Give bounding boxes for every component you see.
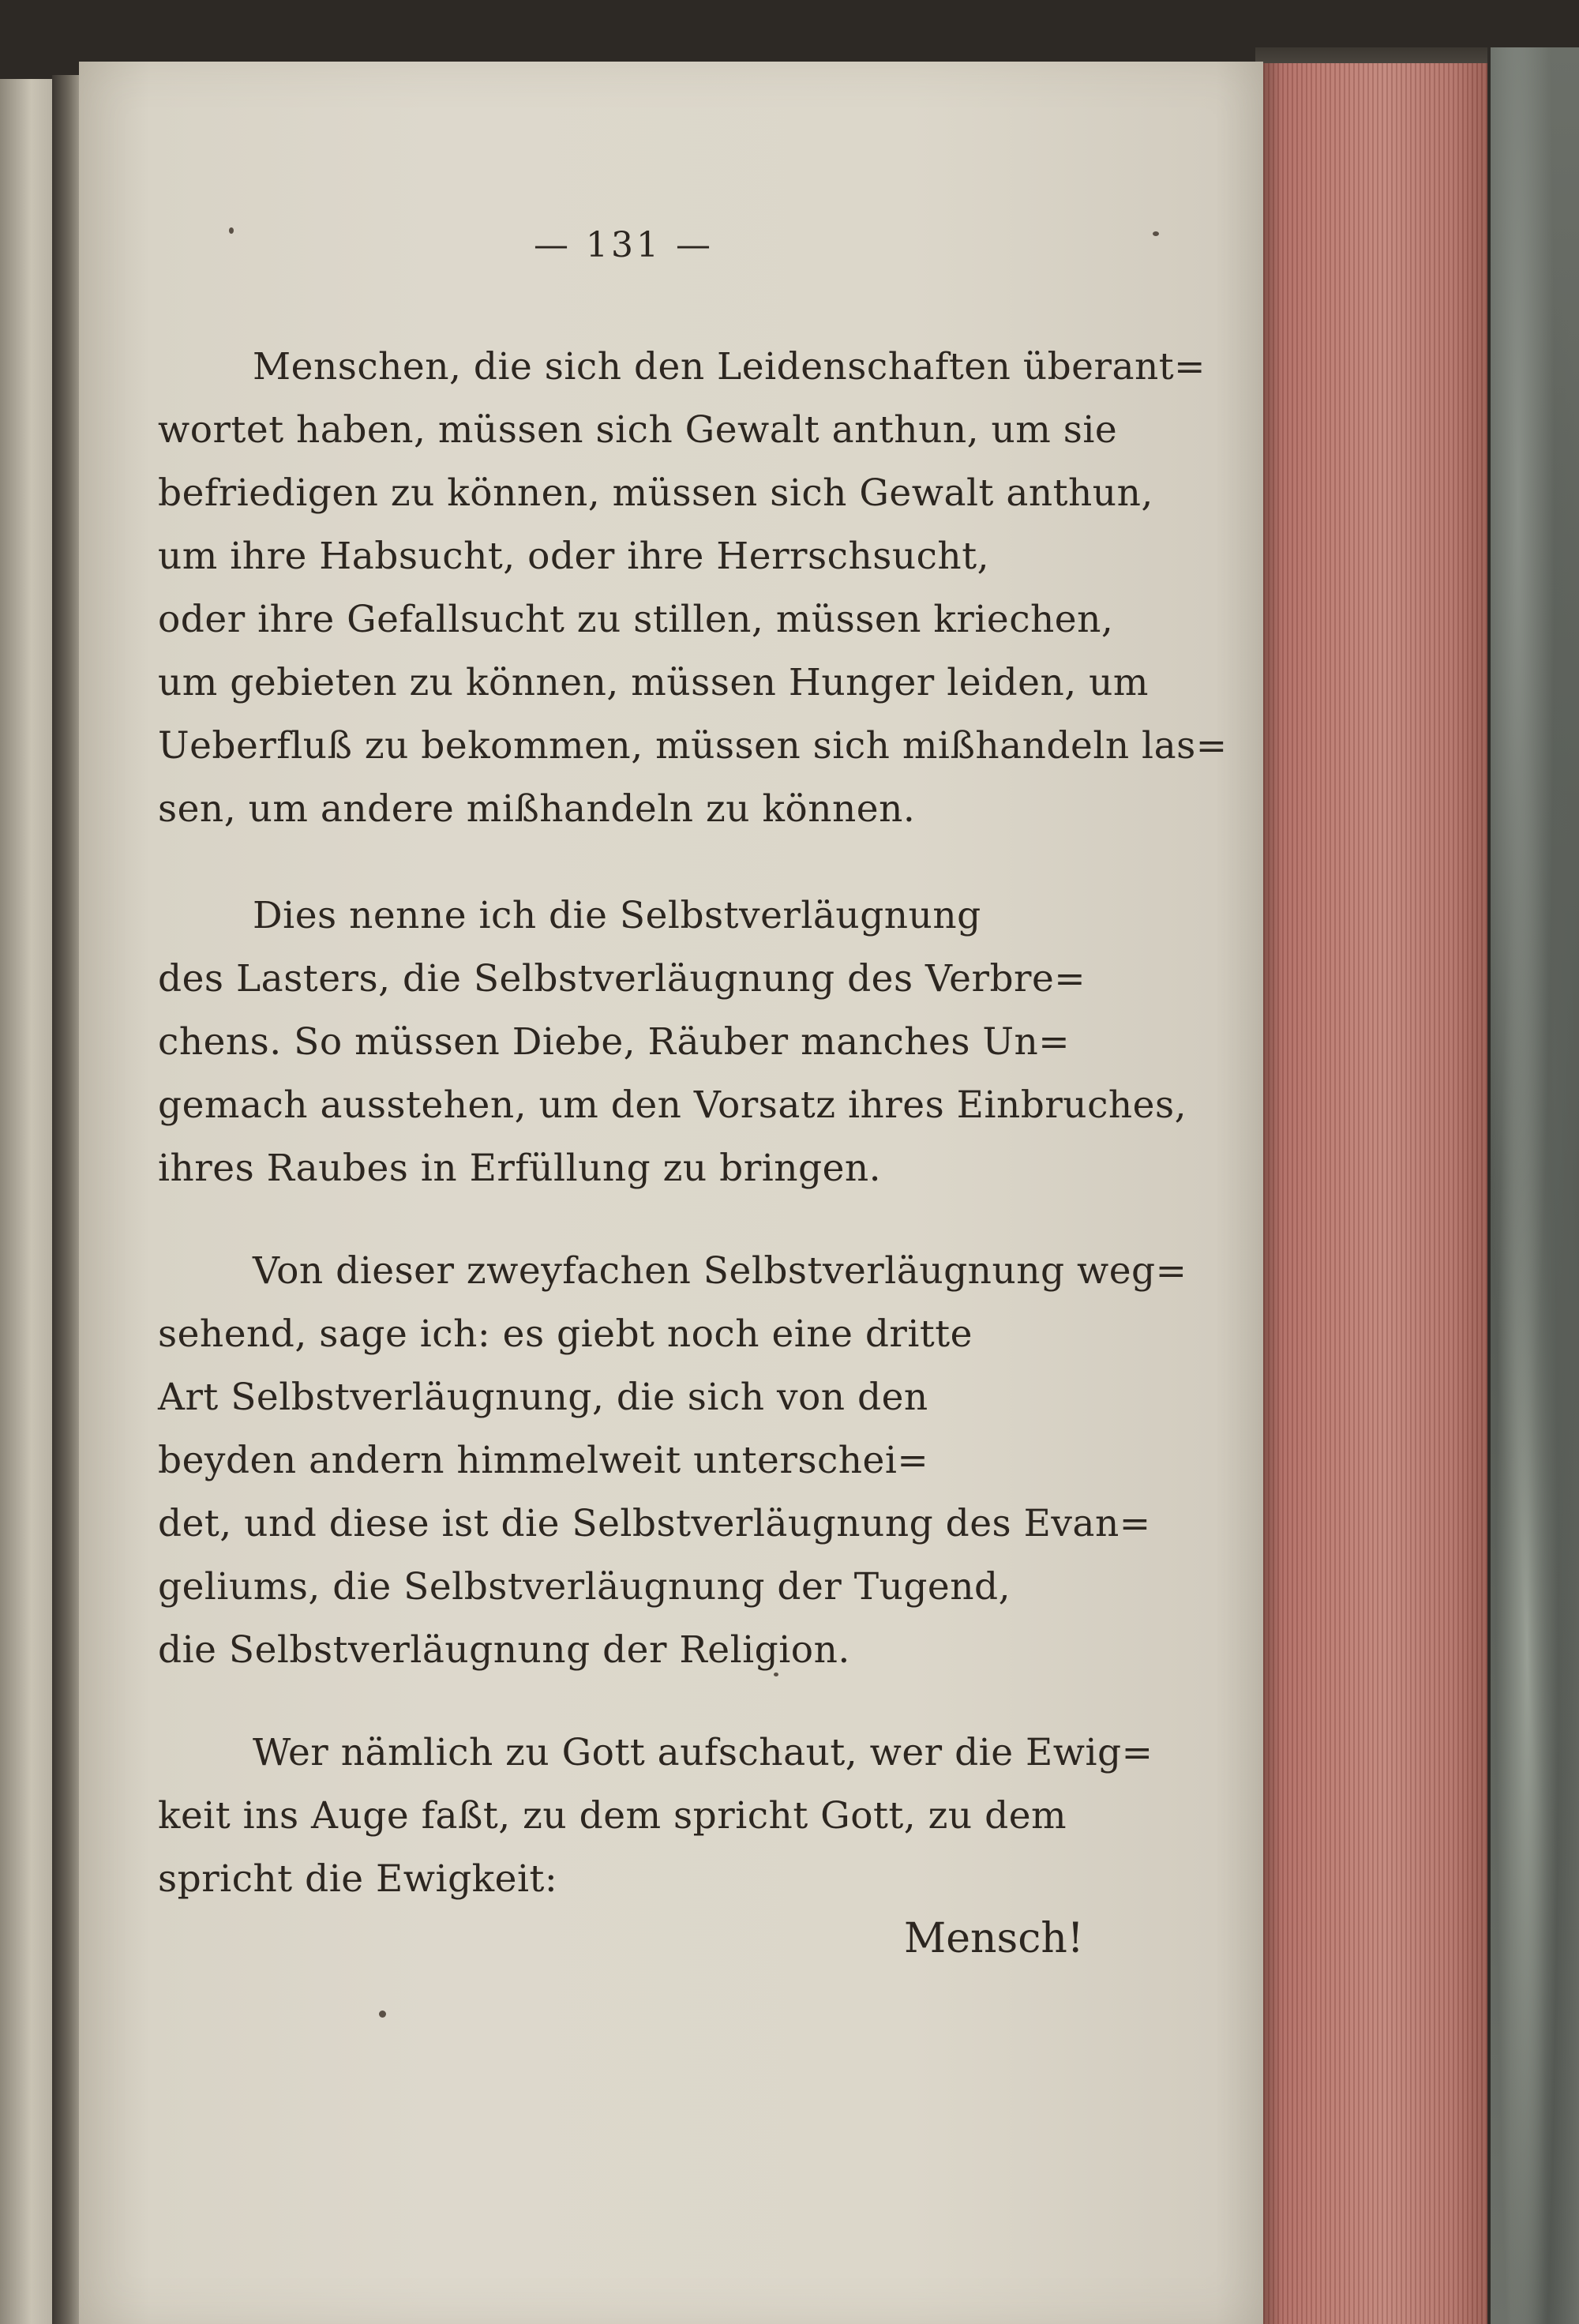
paragraph-1-line-7: Ueberfluß zu bekommen, müssen sich mißhandeln las= <box>158 724 1228 768</box>
paragraph-4-line-3: spricht die Ewigkeit: <box>158 1857 558 1901</box>
paragraph-3-line-6: geliums, die Selbstverläugnung der Tugend, <box>158 1565 1011 1609</box>
paragraph-3-line-5: det, und diese ist die Selbstverläugnung des Evan= <box>158 1502 1151 1545</box>
closing-word: Mensch! <box>904 1915 1084 1962</box>
paragraph-2-line-5: ihres Raubes in Erfüllung zu bringen. <box>158 1147 882 1190</box>
paragraph-1-line-3: befriedigen zu können, müssen sich Gewalt anthun, <box>158 471 1153 515</box>
paragraph-1-line-8: sen, um andere mißhandeln zu können. <box>158 787 916 831</box>
paragraph-4-line-1: Wer nämlich zu Gott aufschaut, wer die Ewig= <box>253 1731 1153 1774</box>
paper-speck <box>379 2011 386 2018</box>
paragraph-2-line-3: chens. So müssen Diebe, Räuber manches Un= <box>158 1020 1071 1064</box>
paragraph-2-line-4: gemach ausstehen, um den Vorsatz ihres Einbruches, <box>158 1083 1187 1127</box>
book-gutter <box>52 75 82 2324</box>
paragraph-3-line-1: Von dieser zweyfachen Selbstverläugnung weg= <box>253 1249 1187 1293</box>
paragraph-1-line-2: wortet haben, müssen sich Gewalt anthun, um sie <box>158 408 1118 452</box>
page-number: — 131 — <box>534 225 714 265</box>
paragraph-1-line-6: um gebieten zu können, müssen Hunger leiden, um <box>158 661 1149 704</box>
paragraph-2-line-1: Dies nenne ich die Selbstverläugnung <box>253 894 981 937</box>
paragraph-3-line-3: Art Selbstverläugnung, die sich von den <box>158 1376 928 1419</box>
paragraph-3-line-2: sehend, sage ich: es giebt noch eine dritte <box>158 1312 973 1356</box>
paragraph-3-line-7: die Selbstverläugnung der Religion. <box>158 1628 850 1672</box>
paper-speck <box>229 227 234 234</box>
paragraph-4-line-2: keit ins Auge faßt, zu dem spricht Gott, zu dem <box>158 1794 1067 1838</box>
paragraph-1-line-1: Menschen, die sich den Leidenschaften überant= <box>253 345 1206 389</box>
previous-page-edge <box>0 79 52 2324</box>
paragraph-2-line-2: des Lasters, die Selbstverläugnung des Verbre= <box>158 957 1086 1001</box>
paper-speck <box>1153 231 1159 236</box>
paragraph-1-line-5: oder ihre Gefallsucht zu stillen, müssen kriechen, <box>158 598 1114 641</box>
paragraph-3-line-4: beyden andern himmelweit unterschei= <box>158 1439 929 1482</box>
page-block-fore-edge <box>1258 63 1487 2324</box>
paragraph-1-line-4: um ihre Habsucht, oder ihre Herrschsucht, <box>158 535 990 578</box>
marbled-cover-board <box>1487 47 1579 2324</box>
